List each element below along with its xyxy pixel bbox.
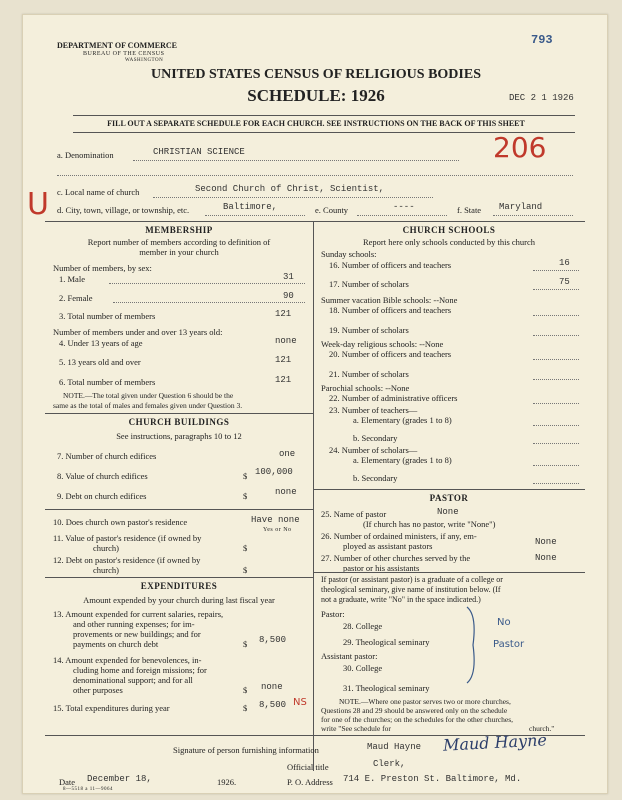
handwritten-number: 206 — [493, 131, 547, 164]
q25-value: None — [437, 507, 459, 517]
q7-edifices-label: 7. Number of church edifices — [57, 451, 157, 461]
q22-label: 22. Number of administrative officers — [329, 393, 458, 403]
pastor-title: PASTOR — [429, 493, 469, 503]
q14-line-3: denominational support; and for all — [73, 675, 193, 685]
po-address-value: 714 E. Preston St. Baltimore, Md. — [343, 774, 522, 784]
q26-label-1: 26. Number of ordained ministers, if any, em- — [321, 531, 477, 541]
q21-label: 21. Number of scholars — [329, 369, 409, 379]
q9-debt-value: none — [275, 487, 297, 497]
q13-line-4: payments on church debt — [73, 639, 159, 649]
q15-check-mark: NS — [293, 697, 307, 708]
date-value: December 18, — [87, 774, 152, 784]
city-value: Baltimore, — [223, 202, 278, 212]
q27-label-2: pastor or his assistants — [343, 563, 420, 573]
q30-label: 30. College — [343, 663, 383, 673]
q12-label-2: church) — [93, 565, 119, 575]
q26-value: None — [535, 537, 557, 547]
q1-male-label: 1. Male — [59, 274, 85, 284]
membership-note-1: NOTE.—The total given under Question 6 should be the — [63, 391, 234, 400]
q14-line-1: 14. Amount expended for benevolences, in- — [53, 655, 202, 665]
denomination-label: a. Denomination — [57, 150, 114, 160]
q2-female-value: 90 — [283, 291, 294, 301]
q24a-label: a. Elementary (grades 1 to 8) — [353, 455, 452, 465]
q4-under13-label: 4. Under 13 years of age — [59, 338, 143, 348]
q6-total-label: 6. Total number of members — [59, 377, 156, 387]
q7-edifices-value: one — [279, 449, 296, 459]
q15-label: 15. Total expenditures during year — [53, 703, 170, 713]
bureau-label: BUREAU OF THE CENSUS — [83, 51, 165, 57]
date-label: Date — [59, 777, 76, 787]
weekday-heading: Week-day religious schools: --None — [321, 339, 444, 349]
print-code: 8—5518 a 11—9064 — [63, 787, 114, 792]
pastor-note-2: Questions 28 and 29 should be answered only on the schedule — [321, 706, 508, 715]
grad-note-3: not a graduate, write "No" in the space indicated.) — [321, 595, 481, 604]
q3-total-label: 3. Total number of members — [59, 311, 156, 321]
handwritten-signature: Maud Hayne — [442, 730, 548, 755]
age-heading: Number of members under and over 13 years old: — [53, 327, 223, 337]
q28-label: 28. College — [343, 621, 383, 631]
q17-value: 75 — [559, 277, 570, 287]
state-value: Maryland — [499, 202, 543, 212]
q10-hint: Yes or No — [263, 527, 292, 533]
date-received-stamp: DEC 2 1 1926 — [509, 93, 574, 103]
q2-female-label: 2. Female — [59, 293, 93, 303]
q3-total-value: 121 — [275, 309, 292, 319]
q10-residence-value: Have none — [251, 515, 300, 525]
bracket-mark — [463, 605, 483, 685]
city-label-field: d. City, town, village, or township, etc. — [57, 205, 190, 215]
instruction-line: FILL OUT A SEPARATE SCHEDULE FOR EACH CHURCH. SEE INSTRUCTIONS ON THE BACK OF THIS SHEET — [107, 119, 525, 128]
expenditures-subtitle: Amount expended by your church during last fiscal year — [83, 595, 275, 605]
sunday-heading: Sunday schools: — [321, 249, 377, 259]
q24b-label: b. Secondary — [353, 473, 398, 483]
census-schedule-sheet: DEPARTMENT OF COMMERCE BUREAU OF THE CENSUS WASHINGTON 793 UNITED STATES CENSUS OF RELIGIOUS BODIES SCHEDULE: 1926 DEC 2 1 1926 FILL OUT A SEPARATE SCHEDULE FOR EACH CHURCH. SEE INSTRUCTIONS ON THE BACK OF THIS SHEET 206 a. Denomination CHRISTIAN SCIENCE U c. Local name of church Second Church of Christ, Scientist, d. City, town, village, or township, etc. Baltimore, e. County ---- f. State Maryland MEMBERSHIP Report number of members according to definition of member in your church Number of members, by sex: 1. Male 31 2. Female 90 3. Total number of members 121 Number of members under and over 13 years old: 4. Under 13 years of age none 5. 13 years old and over 121 6. Total number of members 121 NOTE.—The total given under Question 6 should be the same as the total of males and females given under Question 3. CHURCH BUILDINGS See instructions, paragraphs 10 to 12 7. Number of church edifices one 8. Value of church edifices $ 100,000 9. Debt on church edifices $ none 10. Does church own pastor's residence Have none Yes or No 11. Value of pastor's residence (if owned by church) $ 12. Debt on pastor's residence (if owned by church) $ EXPENDITURES Amount expended by your church during last fiscal year 13. Amount expended for current salaries, repairs, and other running expenses; for im- provements or new buildings; and for payments on church debt $ 8,500 14. Amount expended for benevolences, in- cluding home and foreign missions; for denominational support; and for all other purposes $ none 15. Total expenditures during year $ 8,500 NS CHURCH SCHOOLS Report here only schools conducted by this church Sunday schools: 16. Number of officers and teachers 16 17. Number of scholars 75 Summer vacation Bible schools: --None 18. Number of officers and teachers 19. Number of scholars Week-day religious schools: --None 20. Number of officers and teachers 21. Number of scholars Parochial schools: --None 22. Number of administrative officers 23. Number of teachers— a. Elementary (grades 1 to 8) b. Secondary 24. Number of scholars— a. Elementary (grades 1 to 8) b. Secondary PASTOR 25. Name of pastor None (If church has no pastor, write "None") 26. Number of ordained ministers, if any, em- ployed as assistant pastors None 27. Number of other churches served by the pastor or his assistants None If pastor (or assistant pastor) is a graduate of a college or theological seminary, give name of institution below. (If not a graduate, write "No" in the space indicated.) Pastor: 28. College No 29. Theological seminary Assistant pastor: Pastor 30. College 31. Theological seminary NOTE.—Where one pastor serves two or more churches, Questions 28 and 29 should be answered only on the schedule for one of the churches; on the schedules for the other churches, write "See schedule for church." Signature of person furnishing information Maud Hayne Maud Hayne Official title Clerk, Date December 18, 1926. P. O. Address 714 E. Preston St. Baltimore, Md. 8—5518 a 11—9064 — [22, 14, 608, 794]
grad-note-1: If pastor (or assistant pastor) is a graduate of a college or — [321, 575, 503, 584]
q16-value: 16 — [559, 258, 570, 268]
q18-label: 18. Number of officers and teachers — [329, 305, 452, 315]
q27-value: None — [535, 553, 557, 563]
q5-over13-label: 5. 13 years old and over — [59, 357, 141, 367]
q19-label: 19. Number of scholars — [329, 325, 409, 335]
q11-label-1: 11. Value of pastor's residence (if owned by — [53, 533, 202, 543]
q20-label: 20. Number of officers and teachers — [329, 349, 452, 359]
q5-over13-value: 121 — [275, 355, 292, 365]
pastor-note-5: church." — [529, 724, 555, 733]
q13-value: 8,500 — [259, 635, 287, 645]
schedule-title: SCHEDULE: 1926 — [247, 86, 385, 105]
q23-label: 23. Number of teachers— — [329, 405, 418, 415]
form-title: UNITED STATES CENSUS OF RELIGIOUS BODIES — [150, 67, 481, 82]
membership-note-2: same as the total of males and females given under Question 3. — [53, 401, 243, 410]
buildings-title: CHURCH BUILDINGS — [128, 417, 230, 427]
pastor-note-3: for one of the churches; on the schedules for the other churches, — [321, 715, 514, 724]
q17-label: 17. Number of scholars — [329, 279, 409, 289]
membership-subtitle-1: Report number of members according to definition of — [87, 237, 271, 247]
handwritten-no: No — [497, 617, 511, 628]
signature-typed: Maud Hayne — [367, 742, 422, 752]
q10-residence-label: 10. Does church own pastor's residence — [53, 517, 188, 527]
q23b-label: b. Secondary — [353, 433, 398, 443]
buildings-subtitle: See instructions, paragraphs 10 to 12 — [116, 431, 242, 441]
q26-label-2: ployed as assistant pastors — [343, 541, 433, 551]
q14-line-4: other purposes — [73, 685, 123, 695]
official-title-value: Clerk, — [373, 759, 406, 769]
county-value: ---- — [393, 202, 415, 212]
date-year: 1926. — [217, 777, 237, 787]
q25-hint: (If church has no pastor, write "None") — [363, 519, 496, 529]
q1-male-value: 31 — [283, 272, 294, 282]
q15-value: 8,500 — [259, 700, 287, 710]
q12-label-1: 12. Debt on pastor's residence (if owned by — [53, 555, 201, 565]
q14-value: none — [261, 682, 283, 692]
pastor-sublabel: Pastor: — [321, 609, 345, 619]
local-name-value: Second Church of Christ, Scientist, — [195, 184, 385, 194]
summer-heading: Summer vacation Bible schools: --None — [321, 295, 458, 305]
membership-subtitle-2: member in your church — [139, 247, 219, 257]
q24-label: 24. Number of scholars— — [329, 445, 418, 455]
assistant-sublabel: Assistant pastor: — [321, 651, 378, 661]
schools-subtitle: Report here only schools conducted by this church — [362, 237, 536, 247]
official-title-label: Official title — [287, 762, 329, 772]
membership-title: MEMBERSHIP — [145, 225, 213, 235]
q13-line-3: provements or new buildings; and for — [73, 629, 201, 639]
by-sex-heading: Number of members, by sex: — [53, 263, 152, 273]
parochial-heading: Parochial schools: --None — [321, 383, 410, 393]
city-label: WASHINGTON — [125, 58, 164, 63]
q31-label: 31. Theological seminary — [343, 683, 430, 693]
q27-label-1: 27. Number of other churches served by the — [321, 553, 471, 563]
q8-value: 100,000 — [255, 467, 293, 477]
pastor-note-4: write "See schedule for — [321, 724, 391, 733]
q11-label-2: church) — [93, 543, 119, 553]
q8-value-label: 8. Value of church edifices — [57, 471, 148, 481]
local-name-label: c. Local name of church — [57, 187, 140, 197]
county-label: e. County — [315, 205, 349, 215]
q13-line-1: 13. Amount expended for current salaries, repairs, — [53, 609, 224, 619]
q14-line-2: cluding home and foreign missions; for — [73, 665, 207, 675]
po-address-label: P. O. Address — [287, 777, 333, 787]
handwritten-mark: U — [27, 187, 49, 222]
stamp-number: 793 — [531, 33, 553, 47]
q25-label: 25. Name of pastor — [321, 509, 387, 519]
handwritten-pastor: Pastor — [493, 639, 525, 650]
q23a-label: a. Elementary (grades 1 to 8) — [353, 415, 452, 425]
department-label: DEPARTMENT OF COMMERCE — [57, 41, 178, 50]
q13-line-2: and other running expenses; for im- — [73, 619, 195, 629]
schools-title: CHURCH SCHOOLS — [402, 225, 496, 235]
q9-debt-label: 9. Debt on church edifices — [57, 491, 147, 501]
denomination-value: CHRISTIAN SCIENCE — [153, 147, 245, 157]
signature-label: Signature of person furnishing information — [173, 745, 319, 755]
q4-under13-value: none — [275, 336, 297, 346]
q6-total-value: 121 — [275, 375, 292, 385]
grad-note-2: theological seminary, give name of institution below. (If — [321, 585, 501, 594]
expenditures-title: EXPENDITURES — [140, 581, 218, 591]
pastor-note-1: NOTE.—Where one pastor serves two or more churches, — [339, 697, 511, 706]
q16-label: 16. Number of officers and teachers — [329, 260, 452, 270]
state-label: f. State — [457, 205, 482, 215]
q29-label: 29. Theological seminary — [343, 637, 430, 647]
